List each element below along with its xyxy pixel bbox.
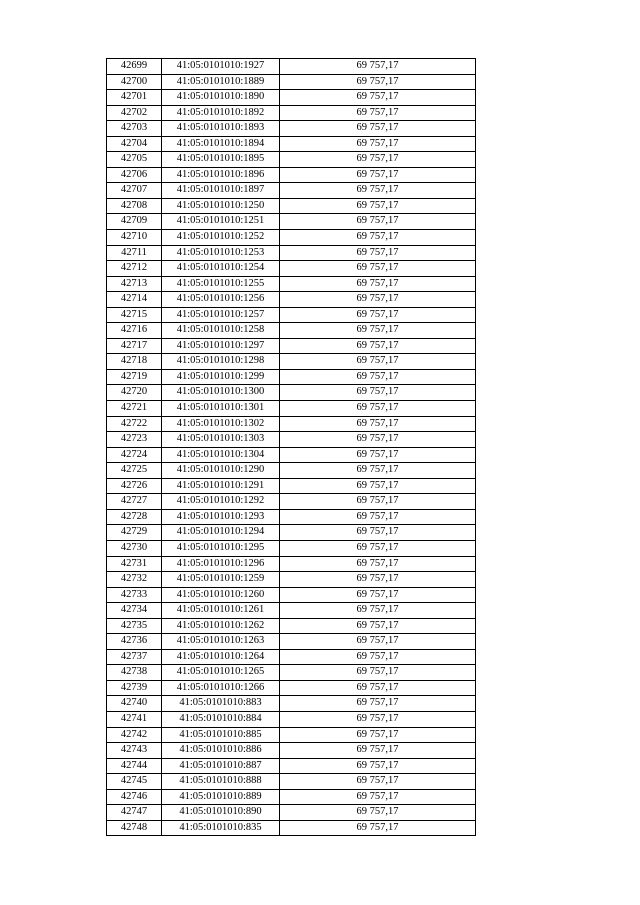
table-row [107, 758, 476, 774]
cadastral-number-cell: 41:05:0101010:1259 [162, 572, 280, 588]
value-cell: 69 757,17 [280, 307, 476, 323]
record-number-cell: 42713 [107, 276, 162, 292]
value-cell: 69 757,17 [280, 774, 476, 790]
table-row [107, 183, 476, 199]
table-row [107, 385, 476, 401]
cadastral-number-cell: 41:05:0101010:1297 [162, 338, 280, 354]
value-cell: 69 757,17 [280, 198, 476, 214]
cadastral-number-cell: 41:05:0101010:886 [162, 743, 280, 759]
record-number-cell: 42710 [107, 230, 162, 246]
cadastral-number-cell: 41:05:0101010:1927 [162, 59, 280, 75]
cadastral-number-cell: 41:05:0101010:883 [162, 696, 280, 712]
value-cell: 69 757,17 [280, 805, 476, 821]
table-row [107, 307, 476, 323]
cadastral-number-cell: 41:05:0101010:885 [162, 727, 280, 743]
value-cell: 69 757,17 [280, 214, 476, 230]
table-row [107, 432, 476, 448]
cadastral-number-cell: 41:05:0101010:1263 [162, 634, 280, 650]
record-number-cell: 42737 [107, 649, 162, 665]
record-number-cell: 42711 [107, 245, 162, 261]
record-number-cell: 42746 [107, 789, 162, 805]
cadastral-number-cell: 41:05:0101010:1897 [162, 183, 280, 199]
cadastral-number-cell: 41:05:0101010:888 [162, 774, 280, 790]
record-number-cell: 42735 [107, 618, 162, 634]
cadastral-number-cell: 41:05:0101010:1264 [162, 649, 280, 665]
cadastral-number-cell: 41:05:0101010:835 [162, 820, 280, 836]
value-cell: 69 757,17 [280, 789, 476, 805]
value-cell: 69 757,17 [280, 121, 476, 137]
value-cell: 69 757,17 [280, 494, 476, 510]
record-number-cell: 42712 [107, 261, 162, 277]
record-number-cell: 42725 [107, 463, 162, 479]
table-row [107, 230, 476, 246]
record-number-cell: 42723 [107, 432, 162, 448]
table-row [107, 494, 476, 510]
cadastral-number-cell: 41:05:0101010:1889 [162, 74, 280, 90]
table-row [107, 805, 476, 821]
record-number-cell: 42742 [107, 727, 162, 743]
table-row [107, 369, 476, 385]
cadastral-number-cell: 41:05:0101010:1896 [162, 167, 280, 183]
table-row [107, 214, 476, 230]
value-cell: 69 757,17 [280, 276, 476, 292]
value-cell: 69 757,17 [280, 680, 476, 696]
table-row [107, 556, 476, 572]
cadastral-number-cell: 41:05:0101010:889 [162, 789, 280, 805]
cadastral-number-cell: 41:05:0101010:1295 [162, 540, 280, 556]
cadastral-number-cell: 41:05:0101010:1294 [162, 525, 280, 541]
cadastral-number-cell: 41:05:0101010:1262 [162, 618, 280, 634]
value-cell: 69 757,17 [280, 90, 476, 106]
cadastral-number-cell: 41:05:0101010:1266 [162, 680, 280, 696]
cadastral-number-cell: 41:05:0101010:1258 [162, 323, 280, 339]
table-row [107, 572, 476, 588]
value-cell: 69 757,17 [280, 696, 476, 712]
value-cell: 69 757,17 [280, 618, 476, 634]
table-row [107, 478, 476, 494]
record-number-cell: 42715 [107, 307, 162, 323]
value-cell: 69 757,17 [280, 572, 476, 588]
cadastral-number-cell: 41:05:0101010:1261 [162, 603, 280, 619]
record-number-cell: 42724 [107, 447, 162, 463]
value-cell: 69 757,17 [280, 183, 476, 199]
record-number-cell: 42743 [107, 743, 162, 759]
record-number-cell: 42728 [107, 509, 162, 525]
value-cell: 69 757,17 [280, 338, 476, 354]
cadastral-number-cell: 41:05:0101010:1892 [162, 105, 280, 121]
cadastral-number-cell: 41:05:0101010:1252 [162, 230, 280, 246]
value-cell: 69 757,17 [280, 649, 476, 665]
table-row [107, 774, 476, 790]
cadastral-number-cell: 41:05:0101010:1296 [162, 556, 280, 572]
record-number-cell: 42720 [107, 385, 162, 401]
table-row [107, 59, 476, 75]
record-number-cell: 42702 [107, 105, 162, 121]
table-row [107, 276, 476, 292]
cadastral-number-cell: 41:05:0101010:1302 [162, 416, 280, 432]
table-row [107, 743, 476, 759]
value-cell: 69 757,17 [280, 587, 476, 603]
value-cell: 69 757,17 [280, 556, 476, 572]
cadastral-number-cell: 41:05:0101010:1890 [162, 90, 280, 106]
value-cell: 69 757,17 [280, 323, 476, 339]
record-number-cell: 42739 [107, 680, 162, 696]
table-row [107, 447, 476, 463]
cadastral-number-cell: 41:05:0101010:1255 [162, 276, 280, 292]
table-row [107, 634, 476, 650]
record-number-cell: 42744 [107, 758, 162, 774]
table-row [107, 152, 476, 168]
value-cell: 69 757,17 [280, 540, 476, 556]
table-row [107, 463, 476, 479]
cadastral-number-cell: 41:05:0101010:1251 [162, 214, 280, 230]
record-number-cell: 42732 [107, 572, 162, 588]
cadastral-number-cell: 41:05:0101010:1253 [162, 245, 280, 261]
table-row [107, 649, 476, 665]
value-cell: 69 757,17 [280, 478, 476, 494]
cadastral-number-cell: 41:05:0101010:1293 [162, 509, 280, 525]
record-number-cell: 42705 [107, 152, 162, 168]
table-row [107, 121, 476, 137]
cadastral-number-cell: 41:05:0101010:884 [162, 711, 280, 727]
record-number-cell: 42717 [107, 338, 162, 354]
table-row [107, 74, 476, 90]
table-row [107, 245, 476, 261]
table-row [107, 711, 476, 727]
value-cell: 69 757,17 [280, 463, 476, 479]
table-row [107, 401, 476, 417]
record-number-cell: 42738 [107, 665, 162, 681]
value-cell: 69 757,17 [280, 603, 476, 619]
record-number-cell: 42704 [107, 136, 162, 152]
table-row [107, 323, 476, 339]
record-number-cell: 42748 [107, 820, 162, 836]
table-row [107, 167, 476, 183]
cadastral-number-cell: 41:05:0101010:1260 [162, 587, 280, 603]
value-cell: 69 757,17 [280, 59, 476, 75]
value-cell: 69 757,17 [280, 167, 476, 183]
record-number-cell: 42703 [107, 121, 162, 137]
record-number-cell: 42719 [107, 369, 162, 385]
record-number-cell: 42733 [107, 587, 162, 603]
record-number-cell: 42708 [107, 198, 162, 214]
value-cell: 69 757,17 [280, 509, 476, 525]
record-number-cell: 42727 [107, 494, 162, 510]
table-row [107, 665, 476, 681]
value-cell: 69 757,17 [280, 136, 476, 152]
value-cell: 69 757,17 [280, 245, 476, 261]
cadastral-number-cell: 41:05:0101010:1290 [162, 463, 280, 479]
value-cell: 69 757,17 [280, 727, 476, 743]
cadastral-number-cell: 41:05:0101010:1304 [162, 447, 280, 463]
value-cell: 69 757,17 [280, 758, 476, 774]
record-number-cell: 42714 [107, 292, 162, 308]
table-row [107, 540, 476, 556]
record-number-cell: 42730 [107, 540, 162, 556]
record-number-cell: 42736 [107, 634, 162, 650]
registry-table [106, 58, 476, 836]
record-number-cell: 42707 [107, 183, 162, 199]
cadastral-number-cell: 41:05:0101010:1250 [162, 198, 280, 214]
table-row [107, 789, 476, 805]
record-number-cell: 42700 [107, 74, 162, 90]
cadastral-number-cell: 41:05:0101010:1292 [162, 494, 280, 510]
record-number-cell: 42731 [107, 556, 162, 572]
record-number-cell: 42747 [107, 805, 162, 821]
table-row [107, 136, 476, 152]
cadastral-number-cell: 41:05:0101010:1300 [162, 385, 280, 401]
record-number-cell: 42716 [107, 323, 162, 339]
table-row [107, 680, 476, 696]
record-number-cell: 42740 [107, 696, 162, 712]
value-cell: 69 757,17 [280, 74, 476, 90]
table-row [107, 820, 476, 836]
table-row [107, 603, 476, 619]
record-number-cell: 42709 [107, 214, 162, 230]
registry-table-body [107, 59, 476, 836]
value-cell: 69 757,17 [280, 820, 476, 836]
record-number-cell: 42718 [107, 354, 162, 370]
cadastral-number-cell: 41:05:0101010:1894 [162, 136, 280, 152]
record-number-cell: 42734 [107, 603, 162, 619]
table-row [107, 727, 476, 743]
value-cell: 69 757,17 [280, 634, 476, 650]
cadastral-number-cell: 41:05:0101010:1299 [162, 369, 280, 385]
value-cell: 69 757,17 [280, 261, 476, 277]
record-number-cell: 42726 [107, 478, 162, 494]
value-cell: 69 757,17 [280, 743, 476, 759]
value-cell: 69 757,17 [280, 525, 476, 541]
value-cell: 69 757,17 [280, 416, 476, 432]
cadastral-number-cell: 41:05:0101010:1256 [162, 292, 280, 308]
cadastral-number-cell: 41:05:0101010:1291 [162, 478, 280, 494]
record-number-cell: 42722 [107, 416, 162, 432]
value-cell: 69 757,17 [280, 230, 476, 246]
value-cell: 69 757,17 [280, 292, 476, 308]
table-row [107, 509, 476, 525]
cadastral-number-cell: 41:05:0101010:1893 [162, 121, 280, 137]
cadastral-number-cell: 41:05:0101010:1895 [162, 152, 280, 168]
cadastral-number-cell: 41:05:0101010:1298 [162, 354, 280, 370]
table-row [107, 525, 476, 541]
value-cell: 69 757,17 [280, 432, 476, 448]
value-cell: 69 757,17 [280, 447, 476, 463]
record-number-cell: 42729 [107, 525, 162, 541]
table-row [107, 198, 476, 214]
record-number-cell: 42745 [107, 774, 162, 790]
table-row [107, 416, 476, 432]
record-number-cell: 42721 [107, 401, 162, 417]
cadastral-number-cell: 41:05:0101010:1254 [162, 261, 280, 277]
value-cell: 69 757,17 [280, 385, 476, 401]
table-row [107, 587, 476, 603]
value-cell: 69 757,17 [280, 369, 476, 385]
value-cell: 69 757,17 [280, 152, 476, 168]
value-cell: 69 757,17 [280, 354, 476, 370]
cadastral-number-cell: 41:05:0101010:1257 [162, 307, 280, 323]
cadastral-number-cell: 41:05:0101010:1301 [162, 401, 280, 417]
table-row [107, 105, 476, 121]
value-cell: 69 757,17 [280, 401, 476, 417]
value-cell: 69 757,17 [280, 105, 476, 121]
record-number-cell: 42701 [107, 90, 162, 106]
cadastral-number-cell: 41:05:0101010:887 [162, 758, 280, 774]
record-number-cell: 42706 [107, 167, 162, 183]
table-row [107, 618, 476, 634]
cadastral-number-cell: 41:05:0101010:1303 [162, 432, 280, 448]
value-cell: 69 757,17 [280, 711, 476, 727]
table-row [107, 261, 476, 277]
record-number-cell: 42699 [107, 59, 162, 75]
table-row [107, 696, 476, 712]
record-number-cell: 42741 [107, 711, 162, 727]
table-row [107, 354, 476, 370]
cadastral-number-cell: 41:05:0101010:890 [162, 805, 280, 821]
value-cell: 69 757,17 [280, 665, 476, 681]
table-row [107, 292, 476, 308]
table-row [107, 338, 476, 354]
table-row [107, 90, 476, 106]
cadastral-number-cell: 41:05:0101010:1265 [162, 665, 280, 681]
